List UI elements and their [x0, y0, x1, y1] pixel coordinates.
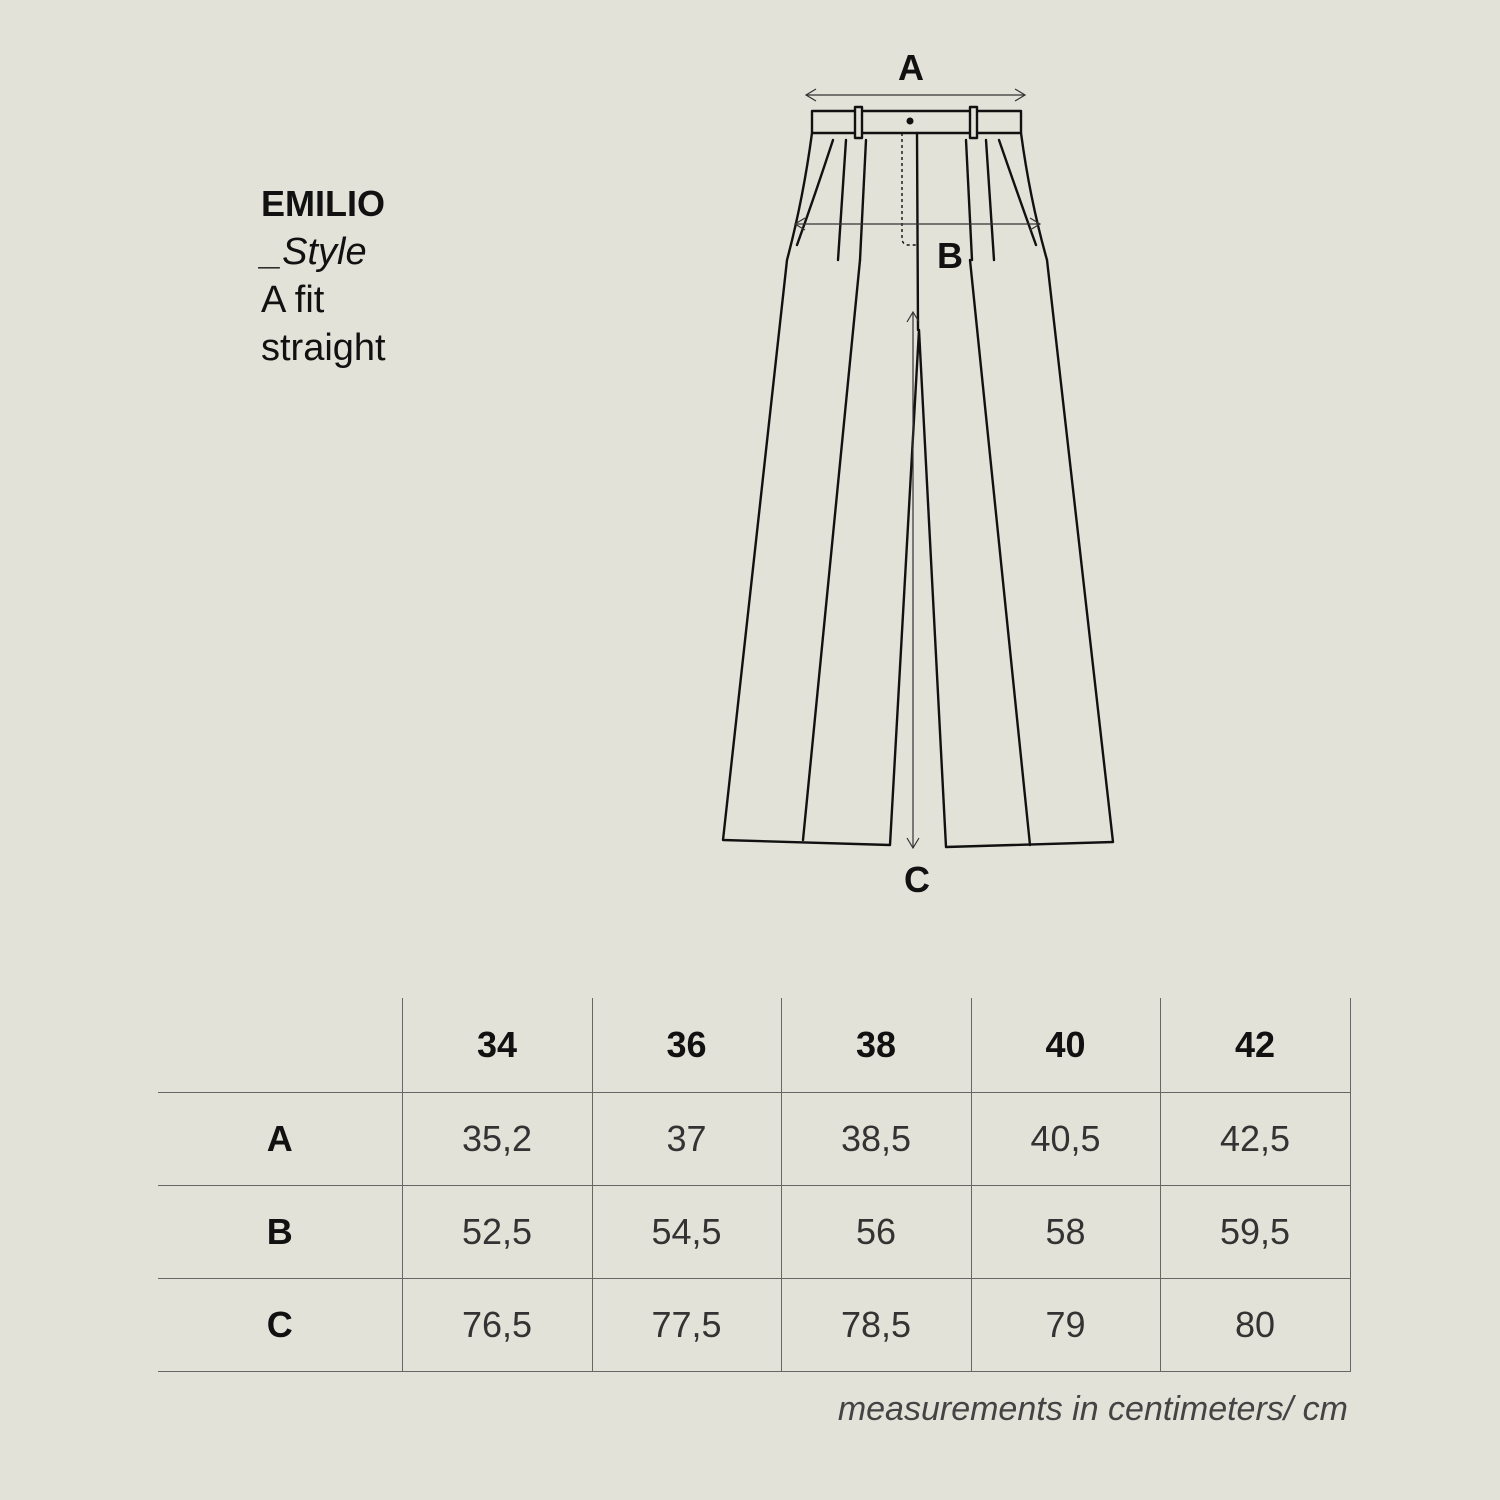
fit-line-2: straight — [261, 327, 386, 369]
table-corner-cell — [158, 998, 402, 1093]
table-cell: 79 — [971, 1279, 1160, 1372]
size-header-34: 34 — [402, 998, 592, 1093]
table-cell: 40,5 — [971, 1093, 1160, 1186]
size-header-42: 42 — [1160, 998, 1350, 1093]
table-row — [158, 1279, 1350, 1372]
table-cell: 56 — [781, 1186, 971, 1279]
dimension-label-a: A — [898, 47, 924, 88]
size-chart-table — [158, 998, 1351, 1372]
size-header-38: 38 — [781, 998, 971, 1093]
size-header-36: 36 — [592, 998, 781, 1093]
size-header-40: 40 — [971, 998, 1160, 1093]
table-cell: 52,5 — [402, 1186, 592, 1279]
table-cell: 77,5 — [592, 1279, 781, 1372]
measurement-unit-note: measurements in centimeters/ cm — [837, 1390, 1348, 1428]
center-seam — [917, 133, 918, 330]
dimension-label-b: B — [937, 235, 963, 276]
table-cell: 38,5 — [781, 1093, 971, 1186]
table-row — [158, 1186, 1350, 1279]
table-cell: 42,5 — [1160, 1093, 1350, 1186]
waist-button — [907, 118, 914, 125]
row-label-c: C — [158, 1279, 402, 1372]
pleat-left-1 — [838, 140, 846, 260]
dimension-label-c: C — [904, 859, 930, 900]
style-name: EMILIO — [261, 183, 385, 224]
table-cell: 58 — [971, 1186, 1160, 1279]
table-cell: 78,5 — [781, 1279, 971, 1372]
style-label: _Style — [261, 231, 367, 273]
fit-line-1: A fit — [261, 279, 325, 321]
fly-stitching — [902, 133, 917, 245]
belt-loop-left — [855, 107, 862, 138]
table-cell: 76,5 — [402, 1279, 592, 1372]
table-cell: 35,2 — [402, 1093, 592, 1186]
row-label-a: A — [158, 1093, 402, 1186]
pleat-right-1 — [966, 140, 972, 260]
belt-loop-right — [970, 107, 977, 138]
table-cell: 37 — [592, 1093, 781, 1186]
table-cell: 54,5 — [592, 1186, 781, 1279]
table-row — [158, 1093, 1350, 1186]
pleat-right-2 — [986, 140, 994, 260]
crease-left — [803, 260, 860, 840]
table-header-row — [158, 998, 1350, 1093]
table-cell: 59,5 — [1160, 1186, 1350, 1279]
crease-right — [970, 260, 1030, 845]
row-label-b: B — [158, 1186, 402, 1279]
table-cell: 80 — [1160, 1279, 1350, 1372]
pleat-left-2 — [860, 140, 866, 260]
